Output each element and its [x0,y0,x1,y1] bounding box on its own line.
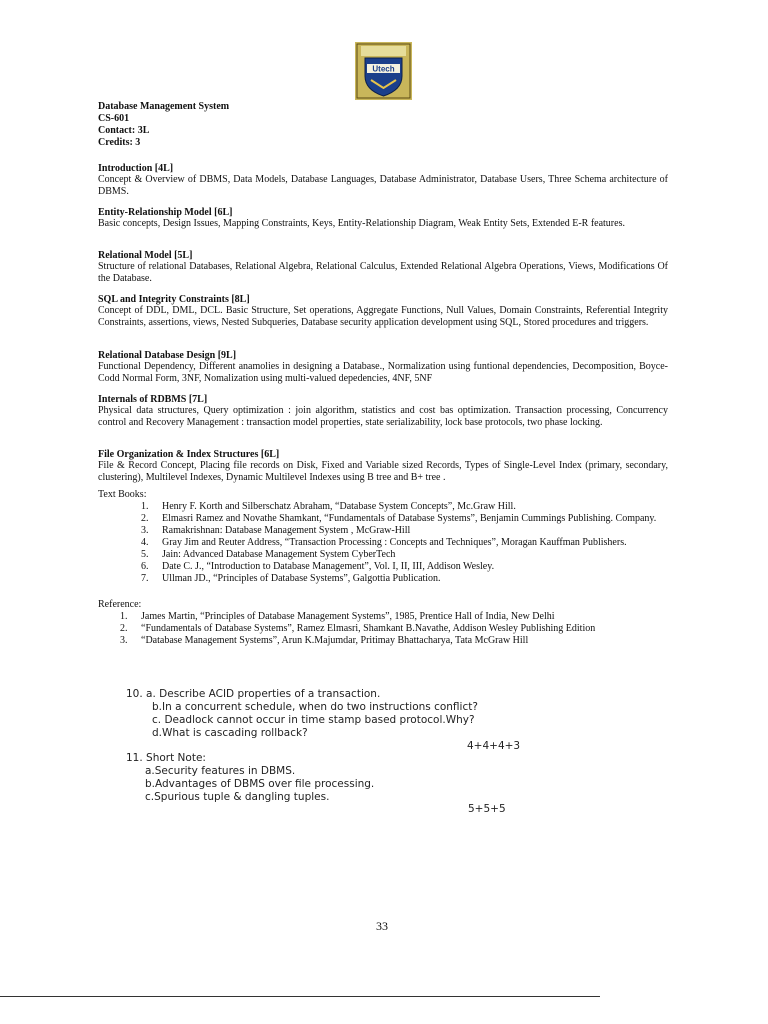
course-credits: Credits: 3 [98,137,141,148]
question-10-marks: 4+4+4+3 [467,740,521,752]
section-body: Concept & Overview of DBMS, Data Models, Database Languages, Database Administrator, Database Users, Three Schema architecture of DBMS. [98,174,668,197]
question-11-head: 11. Short Note: [126,752,206,764]
course-header [98,101,229,149]
course-title: Database Management System [98,101,230,112]
reference-label: Reference: [98,599,142,610]
question-11-a: a.Security features in DBMS. [145,765,296,777]
section-body: Physical data structures, Query optimization : join algorithm, statistics and cost bas optimization. Transaction processing, Concurrency control and Recovery Management : transaction model properties, state serializability, lock base protocols, two phase locking. [98,405,668,428]
question-10-b: b.In a concurrent schedule, when do two instructions conflict? [152,701,478,713]
question-11-marks: 5+5+5 [468,803,506,815]
bottom-divider [0,996,600,997]
section-body: Functional Dependency, Different anamolies in designing a Database., Normalization using funtional dependencies, Decomposition, Boyce-Codd Normal Form, 3NF, Nomalization using multi-valued depedencies, 4NF, 5NF [98,361,668,384]
reference-list [120,611,680,647]
section-body: Structure of relational Databases, Relational Algebra, Relational Calculus, Extended Relational Algebra Operations, Views, Modifications Of the Database. [98,261,668,284]
list-item: 3. Ramakrishnan: Database Management System , McGraw-Hill [141,525,411,536]
logo-text: Utech [372,64,395,74]
section-heading: Entity-Relationship Model [6L] [98,207,233,218]
section-body: Basic concepts, Design Issues, Mapping Constraints, Keys, Entity-Relationship Diagram, Weak Entity Sets, Extended E-R features. [98,218,625,230]
section-body: File & Record Concept, Placing file records on Disk, Fixed and Variable sized Records, Types of Single-Level Index (primary, secondary, clustering), Multilevel Indexes, Dynamic Multilevel Indexes using B tree and B+ tree . [98,460,668,483]
list-item: 7. Ullman JD., “Principles of Database Systems”, Galgottia Publication. [141,573,441,584]
list-item: 2. “Fundamentals of Database Systems”, Ramez Elmasri, Shamkant B.Navathe, Addison Wesley Publishing Edition [120,623,596,634]
section-heading: SQL and Integrity Constraints [8L] [98,294,250,305]
section-heading: Internals of RDBMS [7L] [98,394,208,405]
section-heading: File Organization & Index Structures [6L] [98,449,280,460]
section-body: Concept of DDL, DML, DCL. Basic Structure, Set operations, Aggregate Functions, Null Values, Domain Constraints, Referential Integrity Constraints, assertions, views, Nested Subqueries, Database security application development using SQL, Stored procedures and triggers. [98,305,668,328]
list-item: 5. Jain: Advanced Database Management System CyberTech [141,549,396,560]
section-heading: Relational Model [5L] [98,250,193,261]
list-item: 2. Elmasri Ramez and Novathe Shamkant, “Fundamentals of Database Systems”, Benjamin Cummings Publishing. Company. [141,513,657,524]
question-11-b: b.Advantages of DBMS over file processing. [145,778,375,790]
section-heading: Relational Database Design [9L] [98,350,237,361]
page-number: 33 [376,919,388,933]
section-relational-model [98,250,668,284]
course-code: CS-601 [98,113,130,124]
list-item: 3. “Database Management Systems”, Arun K.Majumdar, Pritimay Bhattacharya, Tata McGraw Hill [120,635,529,646]
section-introduction [98,163,668,197]
question-10-c: c. Deadlock cannot occur in time stamp based protocol.Why? [152,714,475,726]
question-10-d: d.What is cascading rollback? [152,727,308,739]
text-books-list [141,501,668,585]
list-item: 1. Henry F. Korth and Silberschatz Abraham, “Database System Concepts”, Mc.Graw Hill. [141,501,516,512]
question-10-a: 10. a. Describe ACID properties of a transaction. [126,688,381,700]
section-heading: Introduction [4L] [98,163,174,174]
list-item: 6. Date C. J., “Introduction to Database Management”, Vol. I, II, III, Addison Wesley. [141,561,495,572]
university-logo [355,42,412,100]
section-sql [98,294,668,328]
list-item: 1. James Martin, “Principles of Database Management Systems”, 1985, Prentice Hall of India, New Delhi [120,611,555,622]
question-11-c: c.Spurious tuple & dangling tuples. [145,791,330,803]
section-db-design [98,350,668,384]
text-books-label: Text Books: [98,489,147,500]
list-item: 4. Gray Jim and Reuter Address, “Transaction Processing : Concepts and Techniques”, Moragan Kauffman Publishers. [141,537,627,548]
section-er-model [98,207,668,230]
section-rdbms-internals [98,394,668,428]
course-contact: Contact: 3L [98,125,150,136]
section-file-organization [98,449,668,483]
